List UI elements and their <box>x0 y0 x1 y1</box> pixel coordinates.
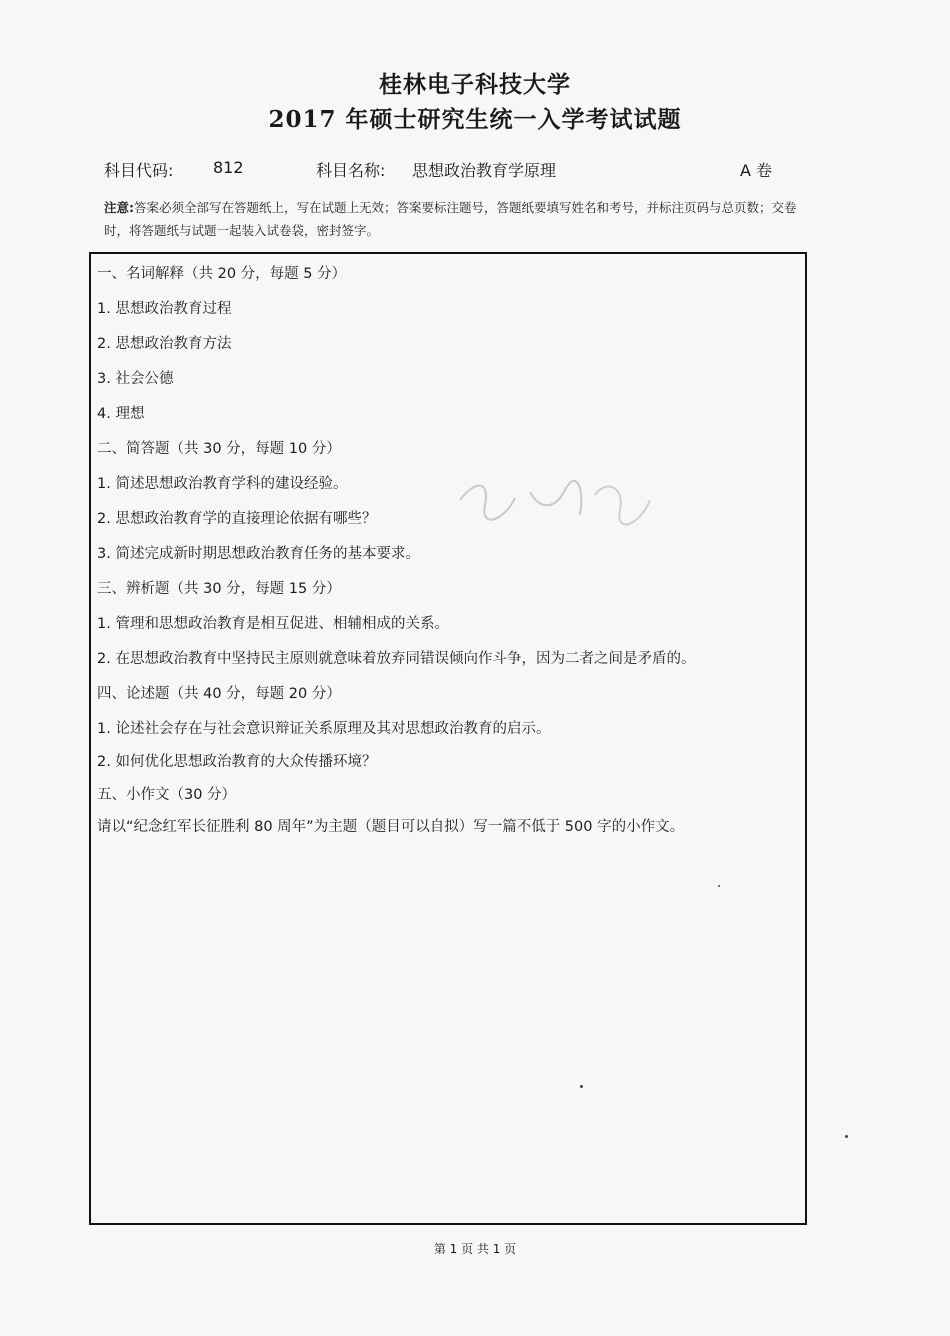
scan-speck <box>580 1085 583 1088</box>
question-item: 1. 管理和思想政治教育是相互促进、相辅相成的关系。 <box>97 616 449 632</box>
scan-speck <box>718 885 720 887</box>
question-item: 3. 社会公德 <box>97 371 174 387</box>
paper-version: A 卷 <box>740 161 773 180</box>
question-box <box>89 252 807 1225</box>
subject-name-label: 科目名称: <box>316 161 386 180</box>
exam-notice <box>104 196 814 242</box>
section-heading: 四、论述题（共 40 分，每题 20 分） <box>97 686 341 702</box>
section-heading: 三、辨析题（共 30 分，每题 15 分） <box>97 581 341 597</box>
question-item: 2. 在思想政治教育中坚持民主原则就意味着放弃同错误倾向作斗争，因为二者之间是矛盾的。 <box>97 651 696 667</box>
question-item: 3. 简述完成新时期思想政治教育任务的基本要求。 <box>97 546 420 562</box>
faint-handwriting-mark <box>455 470 655 540</box>
question-item: 4. 理想 <box>97 406 145 422</box>
scan-speck <box>845 1135 848 1138</box>
essay-prompt: 请以“纪念红军长征胜利 80 周年”为主题（题目可以自拟）写一篇不低于 500 字的小作文。 <box>97 819 685 835</box>
question-item: 1. 论述社会存在与社会意识辩证关系原理及其对思想政治教育的启示。 <box>97 721 551 737</box>
exam-title: 2017 年硕士研究生统一入学考试试题 <box>268 106 682 133</box>
subject-name-value: 思想政治教育学原理 <box>412 161 557 180</box>
section-heading: 五、小作文（30 分） <box>97 787 237 803</box>
question-item: 1. 简述思想政治教育学科的建设经验。 <box>97 476 348 492</box>
subject-code-label: 科目代码: <box>104 161 174 180</box>
university-title: 桂林电子科技大学 <box>379 71 571 98</box>
question-item: 2. 思想政治教育学的直接理论依据有哪些？ <box>97 511 377 527</box>
section-heading: 二、简答题（共 30 分，每题 10 分） <box>97 441 341 457</box>
section-heading: 一、名词解释（共 20 分，每题 5 分） <box>97 266 347 282</box>
subject-code-value: 812 <box>213 158 244 177</box>
question-item: 1. 思想政治教育过程 <box>97 301 232 317</box>
question-item: 2. 如何优化思想政治教育的大众传播环境？ <box>97 754 377 770</box>
page-footer: 第 1 页 共 1 页 <box>433 1242 517 1256</box>
notice-text: 答案必须全部写在答题纸上，写在试题上无效；答案要标注题号，答题纸要填写姓名和考号，并标注页码与总页数；交卷时，将答题纸与试题一起装入试卷袋，密封签字。 <box>104 200 797 238</box>
notice-label: 注意: <box>104 200 134 215</box>
question-item: 2. 思想政治教育方法 <box>97 336 232 352</box>
